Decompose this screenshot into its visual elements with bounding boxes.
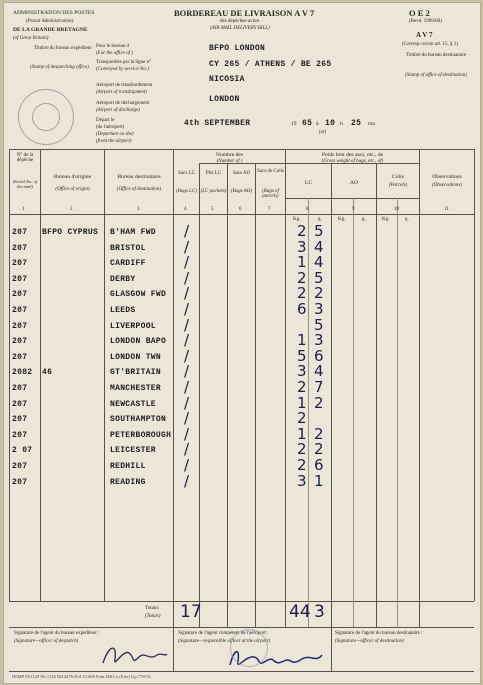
- row-destination: GT'BRITAIN: [110, 368, 162, 378]
- totals-label: Totaux: [145, 606, 159, 611]
- row-bags-lc: /: [184, 331, 190, 350]
- dest-stamp-label-en: (Stamp of office of destination): [405, 73, 467, 78]
- sig-dest-label-en: (Signature—officer of destination): [335, 639, 404, 644]
- row-lc-kg: 1: [297, 393, 307, 412]
- form-subtitle: des dépêches-avion: [220, 19, 260, 24]
- col-num-7: 7: [268, 207, 271, 212]
- col-dest-header-en: (Office of destination): [116, 187, 162, 192]
- table-top-rule: [9, 149, 474, 150]
- despatch-signature: [99, 639, 169, 671]
- row-serial: 207: [12, 430, 28, 440]
- sacs-colis-header: Sacs de Colis: [257, 169, 284, 174]
- row-bags-lc: /: [184, 253, 190, 272]
- col-rule-11: [474, 149, 475, 601]
- nombre-header: Nombre des: [215, 152, 244, 158]
- row-lc-g: 6: [314, 456, 324, 474]
- row-destination: NEWCASTLE: [110, 399, 156, 409]
- col-num-11: 11: [444, 207, 449, 212]
- col-num-6: 6: [239, 207, 242, 212]
- colis-header-en: (Parcels): [388, 183, 408, 188]
- kg-rule: [285, 198, 419, 199]
- row-lc-g: 1: [314, 471, 324, 490]
- dest-stamp-label: Timbre du bureau destinataire: [406, 53, 466, 58]
- row-serial: 207: [12, 306, 28, 315]
- delivery-bill-form: [3, 2, 481, 684]
- field-service-label: Transportées par la ligne n°: [96, 60, 152, 65]
- row-bags-lc: /: [184, 222, 190, 240]
- row-serial: 2082: [12, 368, 33, 378]
- totals-bags: 17: [180, 602, 202, 622]
- lc-kg-label: Kg.: [293, 217, 301, 222]
- row-lc-kg: 1: [297, 424, 307, 443]
- row-serial: 207: [12, 290, 28, 300]
- row-lc-kg: 2: [297, 456, 307, 474]
- row-lc-g: 5: [314, 222, 324, 240]
- row-lc-g: 3: [314, 331, 324, 350]
- col-rule-4: [199, 163, 200, 627]
- row-destination: DERBY: [110, 274, 136, 284]
- col-rule-2: [104, 149, 105, 601]
- field-departure-sub: (de l'aéroport): [96, 125, 125, 130]
- field-office-value: BFPO LONDON: [209, 44, 266, 53]
- col-num-2: 2: [70, 207, 73, 212]
- row-serial: 207: [12, 384, 28, 393]
- row-lc-g: 2: [314, 424, 324, 443]
- row-lc-kg: 2: [297, 222, 307, 240]
- row-lc-g: 2: [314, 440, 324, 459]
- row-bags-lc: /: [184, 378, 190, 396]
- row-lc-g: 7: [314, 378, 324, 396]
- col-rule-5: [227, 163, 228, 627]
- col-num-10: 10: [394, 207, 399, 212]
- ao-g-label: g.: [362, 217, 366, 222]
- row-lc-g: 5: [314, 268, 324, 287]
- form-revision: (Revd. 1999/60): [409, 19, 442, 24]
- despatch-stamp-label-en: (Stamp of despatching office): [30, 65, 89, 70]
- form-subtitle-en: (AIR MAIL DELIVERY BILL): [210, 26, 270, 31]
- field-transhipment-label: Aéroport de transbordement: [96, 83, 153, 88]
- row-bags-lc: /: [184, 315, 190, 334]
- year-value: 65: [302, 119, 313, 128]
- row-serial: 207: [12, 477, 28, 487]
- lc-header: LC: [304, 180, 313, 186]
- row-destination: CARDIFF: [110, 259, 146, 269]
- row-bags-lc: /: [184, 300, 190, 318]
- form-corresp: (Corresp.-avion art. 15, § 1): [402, 42, 458, 47]
- row-lc-g: 3: [314, 300, 324, 318]
- row-destination: LEICESTER: [110, 446, 156, 456]
- field-service-label-en: (Conveyed by service No.): [96, 67, 149, 72]
- postmark-inner-ring: [32, 103, 60, 131]
- sacs-lc-header: Sacs LC: [178, 171, 195, 176]
- row-bags-lc: /: [184, 456, 190, 474]
- col-serial-header: N° de la dépêche: [16, 153, 34, 163]
- col-rule-ao-g: [353, 198, 354, 627]
- row-lc-kg: 2: [297, 268, 307, 287]
- col-num-5: 5: [211, 207, 214, 212]
- poids-header: Poids brut des sacs, etc., de: [321, 152, 384, 158]
- row-origin: 46: [42, 368, 53, 378]
- row-bags-lc: /: [184, 409, 190, 428]
- nombre-header-en: (Number of ): [216, 159, 243, 164]
- field-transhipment-label-en: (Airport of transhipment): [96, 90, 147, 95]
- row-origin: BFPO CYPRUS: [42, 228, 99, 237]
- row-destination: GLASGOW FWD: [110, 290, 167, 300]
- row-lc-g: 6: [314, 346, 324, 365]
- obs-header: Observations: [432, 174, 462, 180]
- col-dest-header: Bureau destinataire: [117, 174, 161, 180]
- colis-kg-label: Kg.: [382, 217, 390, 222]
- row-bags-lc: /: [184, 268, 190, 287]
- row-lc-kg: 3: [297, 362, 307, 381]
- field-office-label: Pour le bureau d: [96, 44, 129, 49]
- field-departure-label: Départ le: [96, 118, 115, 123]
- row-lc-g: 4: [314, 362, 324, 381]
- row-destination: PETERBOROUGH: [110, 430, 172, 440]
- totals-g: 3: [314, 602, 325, 622]
- row-serial: 207: [12, 228, 28, 237]
- row-destination: READING: [110, 477, 146, 487]
- airport-stamp: [230, 629, 268, 667]
- field-discharge-value: LONDON: [209, 95, 240, 104]
- row-serial: 207: [12, 321, 28, 331]
- row-lc-g: 2: [314, 393, 324, 412]
- row-lc-kg: 5: [297, 346, 307, 365]
- printer-imprint: D6MP F01129 Wt.1126 Dd.4476 D/d 15,000 Pads D&Co.(Eire) Gp.778-31: [12, 674, 151, 679]
- row-bags-lc: /: [184, 237, 190, 256]
- form-code: O E 2: [409, 8, 430, 18]
- header-bottom-rule: [9, 214, 474, 215]
- field-office-label-en: (For the office of ): [96, 51, 133, 56]
- field-service-value: CY 265 / ATHENS / BE 265: [209, 60, 332, 69]
- row-lc-kg: 2: [297, 284, 307, 303]
- row-destination: SOUTHAMPTON: [110, 415, 167, 425]
- row-serial: 207: [12, 462, 28, 471]
- row-lc-g: 2: [314, 284, 324, 303]
- ao-header: AO: [349, 180, 359, 186]
- col-rule-3: [173, 149, 174, 627]
- form-title: BORDEREAU DE LIVRAISON A V 7: [174, 8, 315, 18]
- sig-dest-label: Signature de l'agent du bureau destinataire :: [335, 631, 423, 636]
- col-rule-1: [40, 149, 41, 601]
- colis-header: Colis: [392, 174, 404, 180]
- sig-despatch-label: Signature de l'agent du bureau expéditeur :: [14, 631, 100, 636]
- row-lc-kg: 3: [297, 471, 307, 490]
- row-lc-kg: 1: [297, 253, 307, 272]
- col-rule-7: [285, 149, 286, 627]
- row-lc-kg: 2: [297, 378, 307, 396]
- admin-label: ADMINISTRATION DES POSTES: [13, 10, 95, 16]
- hour-value: 10: [325, 119, 336, 128]
- field-departure-en2: (from the airport): [96, 139, 132, 144]
- col-rule-10: [419, 149, 420, 627]
- plis-lc-header: Plis LC: [205, 171, 222, 176]
- h-label: h: [340, 121, 343, 127]
- field-departure-en1: (Departure on the): [96, 132, 134, 137]
- field-discharge-label-en: (Airport of discharge): [96, 108, 140, 113]
- col-num-4: 4: [184, 207, 187, 212]
- despatch-stamp-label: Timbre du bureau expéditeur: [34, 46, 92, 51]
- col-serial-header-en: (Serial No. of the mail): [12, 179, 38, 189]
- col-num-1: 1: [22, 207, 25, 212]
- footer-rule-1: [173, 627, 174, 671]
- col-rule-0: [9, 149, 10, 601]
- row-destination: LONDON BAPO: [110, 337, 167, 347]
- at-label: à: [316, 121, 319, 127]
- sig-airport-label-en: (Signature—responsible officer at the airport): [178, 639, 271, 644]
- row-bags-lc: /: [184, 471, 190, 490]
- sig-despatch-label-en: (Signature—officer of despatch): [14, 639, 79, 644]
- row-destination: MANCHESTER: [110, 384, 162, 393]
- col-rule-8: [331, 163, 332, 627]
- col-num-8: 8: [306, 207, 309, 212]
- form-av7: A V 7: [416, 31, 433, 39]
- row-lc-kg: 3: [297, 237, 307, 256]
- sig-airport-label: Signature de l'agent compétent de l'aéroport :: [178, 631, 269, 636]
- row-bags-lc: /: [184, 440, 190, 459]
- row-serial: 207: [12, 243, 28, 253]
- colis-g-label: g.: [405, 217, 409, 222]
- totals-kg: 44: [289, 602, 311, 622]
- sacs-lc-header-en: (Bags LC): [176, 189, 197, 194]
- col-rule-colis-g: [397, 198, 398, 627]
- row-lc-g: 4: [314, 237, 324, 256]
- poids-header-en: (Gross weight of bags, etc., of): [321, 159, 384, 164]
- col-origin-header-en: (Office of origin): [55, 187, 90, 192]
- year-prefix: 19: [291, 121, 297, 127]
- totals-label-en: (Totals): [145, 614, 161, 619]
- row-lc-kg: 1: [297, 331, 307, 350]
- body-bottom-rule: [9, 601, 474, 602]
- field-departure-value: 4th SEPTEMBER: [184, 119, 251, 128]
- row-lc-kg: 6: [297, 300, 307, 318]
- col-rule-lc-g: [308, 198, 309, 627]
- obs-header-en: (Observations): [432, 183, 462, 188]
- row-destination: LIVERPOOL: [110, 321, 156, 331]
- row-lc-kg: 2: [297, 440, 307, 459]
- row-bags-lc: /: [184, 424, 190, 443]
- row-destination: LONDON TWN: [110, 352, 162, 362]
- col-rule-6: [255, 163, 256, 627]
- row-serial: 2 07: [12, 446, 33, 456]
- row-serial: 207: [12, 259, 28, 269]
- col-num-9: 9: [352, 207, 355, 212]
- admin-label-en: (Postal Administration): [26, 19, 74, 24]
- col-rule-9: [376, 163, 377, 627]
- country-label-en: (of Great Britain): [13, 36, 49, 41]
- row-bags-lc: /: [184, 284, 190, 303]
- row-serial: 207: [12, 337, 28, 347]
- field-transhipment-value: NICOSIA: [209, 75, 245, 84]
- row-serial: 207: [12, 415, 28, 425]
- sacs-ao-header-en: (Bags AO): [230, 189, 253, 194]
- sacs-colis-header-en: (Bags of parcels): [262, 189, 279, 199]
- row-destination: BRISTOL: [110, 243, 146, 253]
- ao-kg-label: Kg.: [338, 217, 346, 222]
- row-serial: 207: [12, 352, 28, 362]
- sacs-ao-header: Sacs AO: [232, 171, 251, 176]
- lc-g-label: g.: [318, 217, 322, 222]
- mn-label: mn: [368, 121, 376, 127]
- plis-lc-header-en: (LC packets): [200, 189, 227, 194]
- row-lc-g: 5: [314, 315, 324, 334]
- footer-rule-2: [331, 627, 332, 671]
- row-serial: 207: [12, 274, 28, 284]
- row-bags-lc: /: [184, 346, 190, 365]
- row-destination: LEEDS: [110, 306, 136, 315]
- row-bags-lc: /: [184, 362, 190, 381]
- row-bags-lc: /: [184, 393, 190, 412]
- row-lc-g: 4: [314, 253, 324, 272]
- country-label: DE LA GRANDE BRETAGNE: [13, 27, 88, 33]
- field-discharge-label: Aéroport de déchargement: [96, 101, 150, 106]
- at-label-en: (at): [319, 130, 327, 135]
- row-destination: B'HAM FWD: [110, 228, 156, 237]
- col-origin-header: Bureau d'origine: [53, 174, 92, 180]
- minute-value: 25: [351, 119, 362, 128]
- row-destination: REDHILL: [110, 462, 146, 471]
- row-lc-kg: 2: [297, 409, 307, 428]
- row-serial: 207: [12, 399, 28, 409]
- col-num-3: 3: [137, 207, 140, 212]
- totals-bottom-rule: [9, 627, 474, 628]
